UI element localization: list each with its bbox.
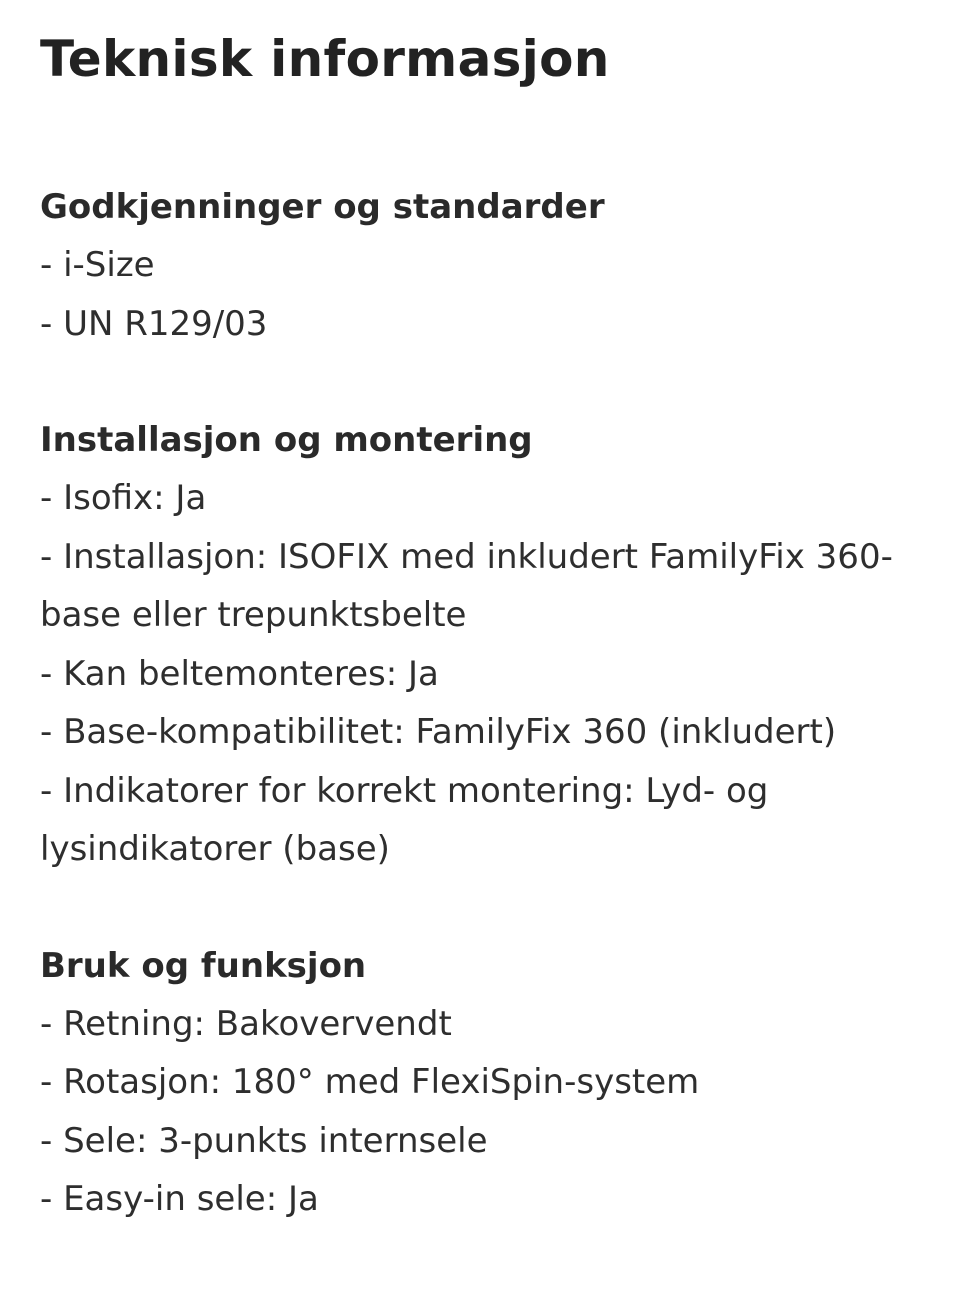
list-item: - UN R129/03 — [40, 303, 268, 344]
list-item: - Rotasjon: 180° med FlexiSpin-system — [40, 1062, 700, 1102]
list-item: - Indikatorer for korrekt montering: Lyd- og lysindikatorer (base) — [40, 770, 769, 869]
list-item: - Retning: Bakovervendt — [40, 1003, 452, 1044]
list-item: - Easy-in sele: Ja — [40, 1179, 319, 1219]
section-heading-installation: Installasjon og montering — [40, 420, 533, 460]
section-heading-usage: Bruk og funksjon — [40, 945, 367, 986]
section-approvals — [40, 178, 920, 353]
list-item: - Base-kompatibilitet: FamilyFix 360 (inkludert) — [40, 712, 837, 752]
list-item: - Isofix: Ja — [40, 478, 207, 518]
list-item: - Kan beltemonteres: Ja — [40, 653, 439, 694]
list-item: - i-Size — [40, 245, 155, 285]
page-title: Teknisk informasjon — [40, 30, 610, 88]
section-heading-approvals: Godkjenninger og standarder — [40, 187, 605, 227]
list-item: - Installasjon: ISOFIX med inkludert FamilyFix 360-base eller trepunktsbelte — [40, 536, 893, 635]
section-usage — [40, 937, 920, 1229]
list-item: - Sele: 3-punkts internsele — [40, 1120, 488, 1161]
section-installation — [40, 411, 920, 879]
